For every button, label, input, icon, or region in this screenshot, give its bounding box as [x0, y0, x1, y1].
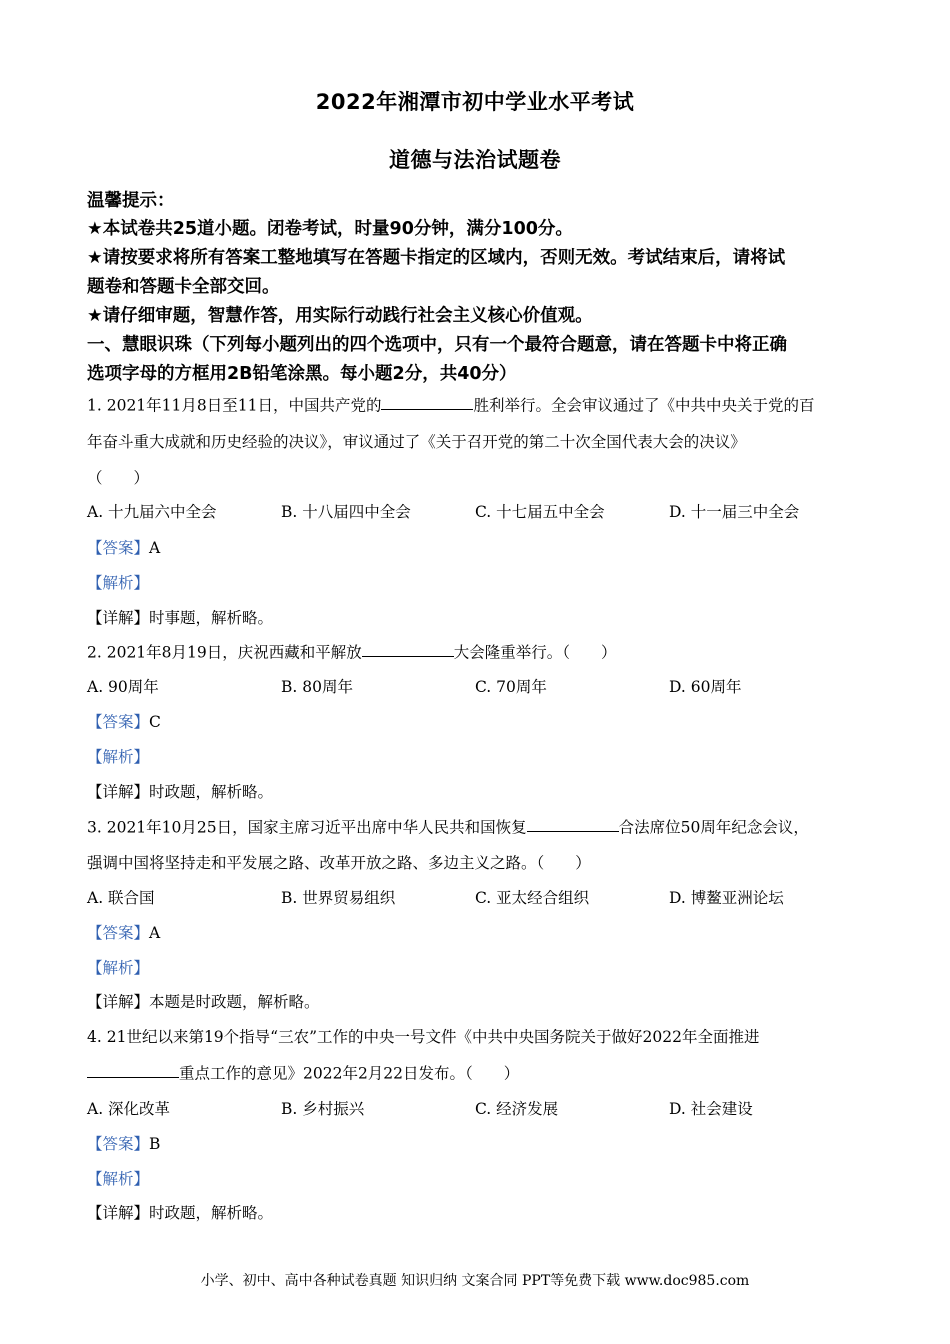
question-3-text-b: 合法席位50周年纪念会议， — [618, 818, 809, 837]
question-3-detail: 【详解】本题是时政题，解析略。 — [87, 993, 320, 1011]
question-2-option-a: A. 90周年 — [87, 678, 159, 696]
question-2-analysis: 【解析】 — [87, 748, 150, 766]
question-1-option-a: A. 十九届六中全会 — [87, 503, 217, 521]
answer-label: 【答案】 — [87, 713, 150, 731]
tips-line-4: ★请仔细审题，智慧作答，用实际行动践行社会主义核心价值观。 — [87, 306, 593, 326]
exam-title: 2022年湘潭市初中学业水平考试 — [315, 90, 635, 114]
answer-value: B — [149, 1135, 161, 1153]
answer-label: 【答案】 — [87, 924, 150, 942]
question-4-line-2 — [87, 1061, 877, 1083]
question-2-text-b: 大会隆重举行。（ ） — [453, 643, 617, 662]
tips-heading: 温馨提示： — [87, 191, 175, 211]
question-3-text-a: 3. 2021年10月25日，国家主席习近平出席中华人民共和国恢复 — [87, 818, 527, 837]
question-4-option-b: B. 乡村振兴 — [281, 1100, 365, 1118]
section-heading-line-2: 选项字母的方框用2B铅笔涂黑。每小题2分，共40分） — [87, 364, 517, 384]
question-1-option-c: C. 十七届五中全会 — [475, 503, 605, 521]
answer-blank — [87, 1061, 179, 1078]
question-2-option-d: D. 60周年 — [669, 678, 742, 696]
question-4-line-1: 4. 21世纪以来第19个指导“三农”工作的中央一号文件《中共中央国务院关于做好2022年全面推进 — [87, 1028, 760, 1046]
answer-blank — [527, 815, 619, 832]
answer-label: 【答案】 — [87, 1135, 150, 1153]
question-3-analysis: 【解析】 — [87, 959, 150, 977]
question-2-line-1 — [87, 640, 877, 662]
question-1-answer — [87, 536, 877, 558]
question-3-line-1 — [87, 815, 877, 837]
question-1-line-1 — [87, 393, 877, 415]
question-2-option-c: C. 70周年 — [475, 678, 547, 696]
question-3-line-2: 强调中国将坚持走和平发展之路、改革开放之路、多边主义之路。（ ） — [87, 854, 591, 872]
question-3-option-a: A. 联合国 — [87, 889, 155, 907]
answer-value: A — [149, 924, 161, 942]
question-4-analysis: 【解析】 — [87, 1170, 150, 1188]
question-2-text-a: 2. 2021年8月19日，庆祝西藏和平解放 — [87, 643, 362, 662]
answer-value: C — [149, 713, 161, 731]
question-4-option-a: A. 深化改革 — [87, 1100, 171, 1118]
exam-subtitle: 道德与法治试题卷 — [389, 148, 561, 172]
tips-line-3: 题卷和答题卡全部交回。 — [87, 277, 280, 297]
question-1-option-d: D. 十一届三中全会 — [669, 503, 800, 521]
question-2-answer — [87, 710, 877, 732]
question-1-analysis: 【解析】 — [87, 574, 150, 592]
question-4-answer — [87, 1132, 877, 1154]
question-4-text-b: 重点工作的意见》2022年2月22日发布。（ ） — [179, 1064, 520, 1083]
tips-line-2: ★请按要求将所有答案工整地填写在答题卡指定的区域内，否则无效。考试结束后，请将试 — [87, 248, 786, 268]
question-1-text-b: 胜利举行。全会审议通过了《中共中央关于党的百 — [473, 396, 815, 415]
question-1-line-2: 年奋斗重大成就和历史经验的决议》，审议通过了《关于召开党的第二十次全国代表大会的决议》 — [87, 433, 746, 451]
question-3-option-c: C. 亚太经合组织 — [475, 889, 590, 907]
tips-line-1: ★本试卷共25道小题。闭卷考试，时量90分钟，满分100分。 — [87, 219, 573, 239]
answer-blank — [381, 393, 473, 410]
question-1-detail: 【详解】时事题，解析略。 — [87, 609, 274, 627]
answer-value: A — [149, 539, 161, 557]
question-2-option-b: B. 80周年 — [281, 678, 353, 696]
section-heading-line-1: 一、慧眼识珠（下列每小题列出的四个选项中，只有一个最符合题意，请在答题卡中将正确 — [87, 335, 787, 355]
question-4-detail: 【详解】时政题，解析略。 — [87, 1204, 274, 1222]
question-1-option-b: B. 十八届四中全会 — [281, 503, 411, 521]
question-4-option-c: C. 经济发展 — [475, 1100, 559, 1118]
answer-label: 【答案】 — [87, 539, 150, 557]
question-2-detail: 【详解】时政题，解析略。 — [87, 783, 274, 801]
question-1-text-a: 1. 2021年11月8日至11日，中国共产党的 — [87, 396, 382, 415]
question-3-answer — [87, 921, 877, 943]
answer-blank — [362, 640, 454, 657]
question-3-option-b: B. 世界贸易组织 — [281, 889, 396, 907]
question-4-option-d: D. 社会建设 — [669, 1100, 753, 1118]
question-3-option-d: D. 博鳌亚洲论坛 — [669, 889, 784, 907]
page-footer: 小学、初中、高中各种试卷真题 知识归纳 文案合同 PPT等免费下载 www.doc985.com — [200, 1273, 750, 1289]
question-1-line-3: （ ） — [87, 469, 150, 487]
